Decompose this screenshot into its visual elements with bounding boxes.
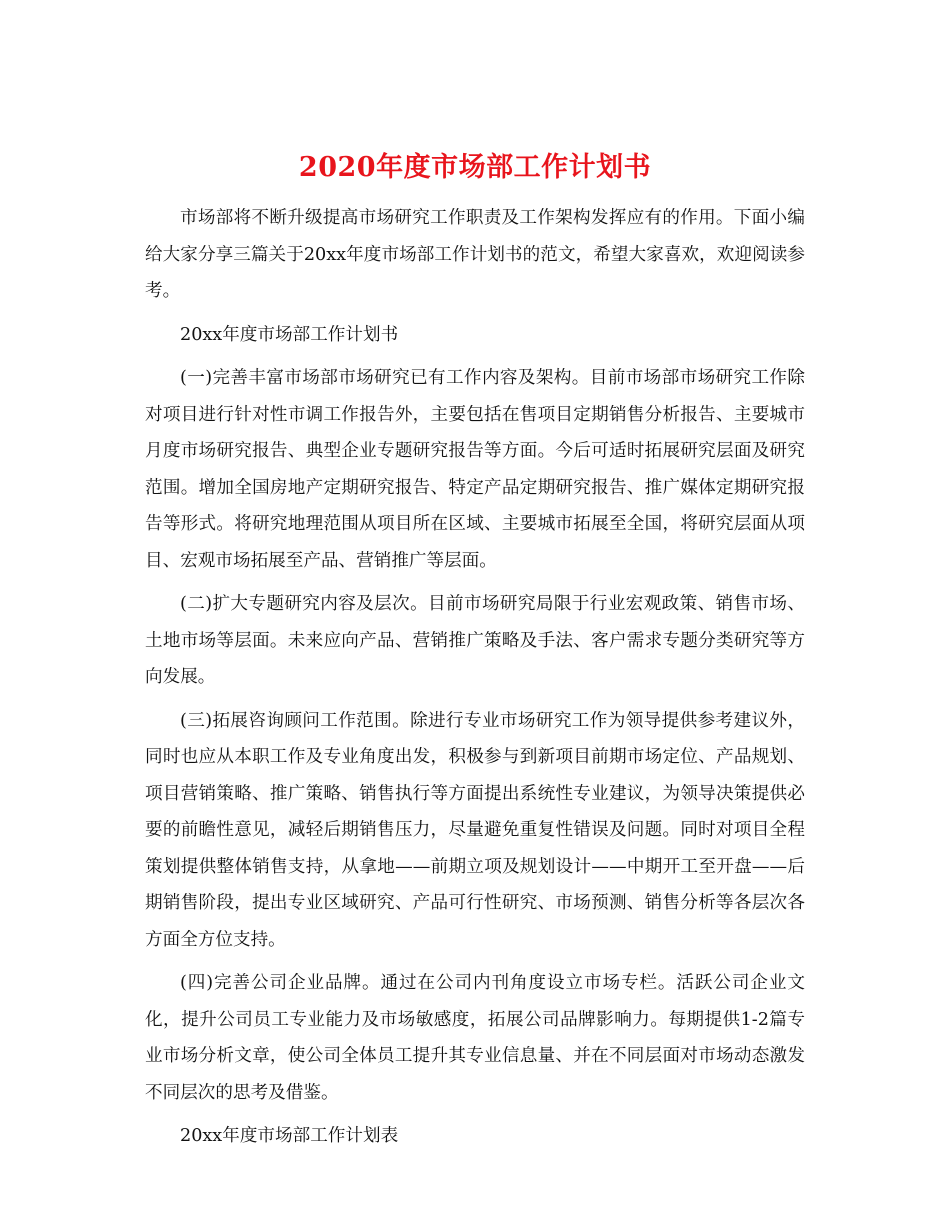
item-3-paragraph: (三)拓展咨询顾问工作范围。除进行专业市场研究工作为领导提供参考建议外，同时也应从本职工作及专业角度出发，积极参与到新项目前期市场定位、产品规划、项目营销策略、推广策略、销售执行等方面提出系统性专业建议，为领导决策提供必要的前瞻性意见，减轻后期销售压力，尽量避免重复性错误及问题。同时对项目全程策划提供整体销售支持，从拿地——前期立项及规划设计——中期开工至开盘——后期销售阶段，提出专业区域研究、产品可行性研究、市场预测、销售分析等各层次各方面全方位支持。 [145,710,805,950]
document-title: 2020年度市场部工作计划书 [298,152,652,184]
item-1-paragraph: (一)完善丰富市场部市场研究已有工作内容及架构。目前市场部市场研究工作除对项目进行针对性市调工作报告外，主要包括在售项目定期销售分析报告、主要城市月度市场研究报告、典型企业专题研究报告等方面。今后可适时拓展研究层面及研究范围。增加全国房地产定期研究报告、特定产品定期研究报告、推广媒体定期研究报告等形式。将研究地理范围从项目所在区域、主要城市拓展至全国，将研究层面从项目、宏观市场拓展至产品、营销推广等层面。 [145,368,805,571]
intro-paragraph: 市场部将不断升级提高市场研究工作职责及工作架构发挥应有的作用。下面小编给大家分享三篇关于20xx年度市场部工作计划书的范文，希望大家喜欢，欢迎阅读参考。 [145,208,805,301]
item-2-paragraph: (二)扩大专题研究内容及层次。目前市场研究局限于行业宏观政策、销售市场、土地市场等层面。未来应向产品、营销推广策略及手法、客户需求专题分类研究等方向发展。 [145,594,805,687]
section-heading: 20xx年度市场部工作计划书 [180,324,399,345]
table-heading: 20xx年度市场部工作计划表 [180,1126,399,1146]
item-4-paragraph: (四)完善公司企业品牌。通过在公司内刊角度设立市场专栏。活跃公司企业文化，提升公司员工专业能力及市场敏感度，拓展公司品牌影响力。每期提供1-2篇专业市场分析文章，使公司全体员工提升其专业信息量、并在不同层面对市场动态激发不同层次的思考及借鉴。 [145,973,805,1103]
document-body [145,200,805,1162]
